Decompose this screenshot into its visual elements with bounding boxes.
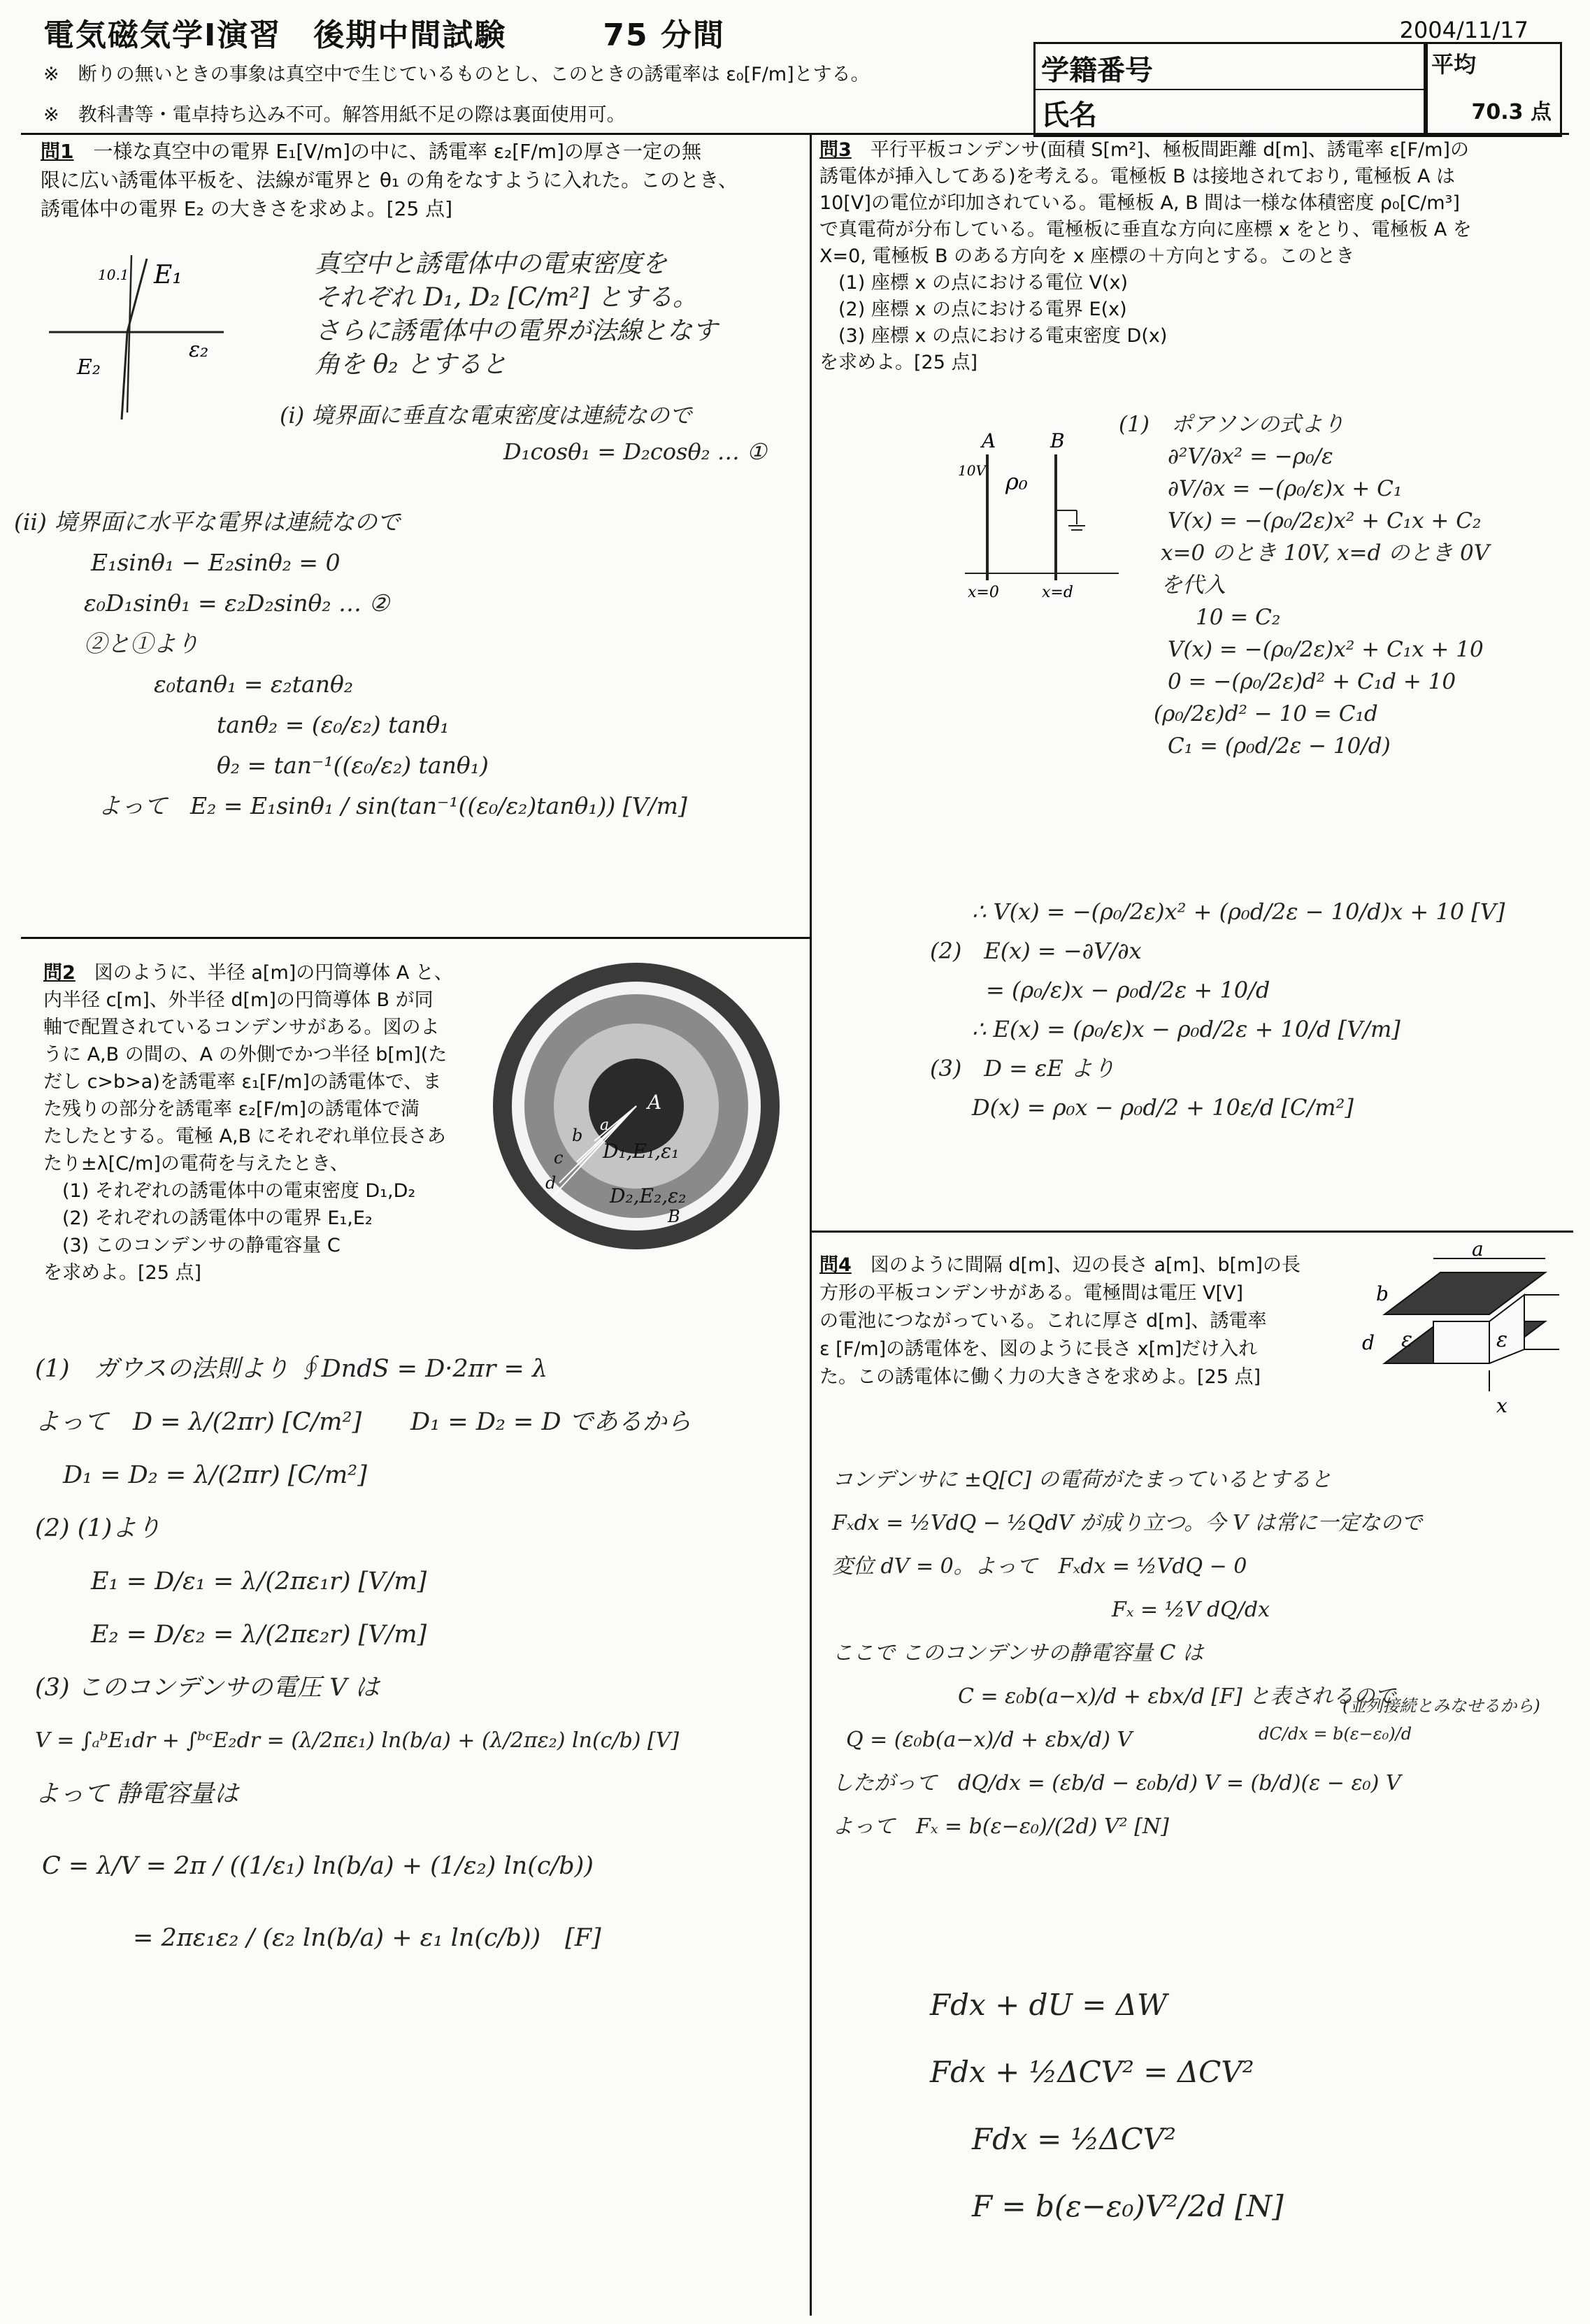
q4-answer-line: C = ε₀b(a−x)/d + εbx/d [F] と表されるので (958, 1684, 1396, 1709)
q2-line: たしたとする。電極 A,B にそれぞれ単位長さあ (43, 1126, 446, 1147)
q2-fig-inner-label: D₁,E₁,ε₁ (603, 1140, 680, 1163)
exam-note-1: ※ 断りの無いときの事象は真空中で生じているものとし、このときの誘電率は ε₀[F/m]とする。 (43, 64, 870, 85)
q3-fig-xd: x=d (1042, 584, 1073, 601)
q4-answer-line: Q = (ε₀b(a−x)/d + εbx/d) V (846, 1728, 1133, 1752)
q2-answer-line: V = ∫ₐᵇE₁dr + ∫ᵇᶜE₂dr = (λ/2πε₁) ln(b/a) + (λ/2πε₂) ln(c/b) [V] (35, 1728, 680, 1753)
q2-line: たり±λ[C/m]の電荷を与えたとき、 (43, 1153, 349, 1175)
q3-line: 10[V]の電位が印加されている。電極板 A, B 間は一様な体積密度 ρ₀[C/m³] (819, 192, 1460, 214)
q1-line: 誘電体中の電界 E₂ の大きさを求めよ。[25 点] (41, 197, 453, 220)
q1-fig-eps2: ε₂ (189, 338, 209, 362)
q3-answer-line: V(x) = −(ρ₀/2ε)x² + C₁x + 10 (1168, 637, 1484, 662)
q3-answer-line: ∂V/∂x = −(ρ₀/ε)x + C₁ (1168, 476, 1403, 501)
q3-answer-line: = (ρ₀/ε)x − ρ₀d/2ε + 10/d (986, 977, 1270, 1003)
q4-fig-b: b (1376, 1282, 1389, 1305)
q4-line: ε [F/m]の誘電体を、図のように長さ x[m]だけ入れ (819, 1338, 1258, 1360)
q4-line: の電池につながっている。これに厚さ d[m]、誘電率 (819, 1310, 1267, 1332)
q1-line: 限に広い誘電体平板を、法線が電界と θ₁ の角をなすように入れた。このとき、 (41, 168, 738, 192)
student-name-label: 氏名 (1041, 99, 1097, 131)
q3-answer-line: (2) E(x) = −∂V/∂x (930, 938, 1142, 964)
q1-line: 一様な真空中の電界 E₁[V/m]の中に、誘電率 ε₂[F/m]の厚さ一定の無 (93, 140, 701, 163)
q4-text (819, 1251, 1351, 1391)
q2-fig-outer-label: D₂,E₂,ε₂ (610, 1184, 687, 1207)
q3-answer-line: x=0 のとき 10V, x=d のとき 0V (1161, 540, 1490, 566)
q2-answer-line: (1) ガウスの法則より ∮DndS = D·2πr = λ (35, 1355, 548, 1383)
q1-fig-e2: E₂ (77, 355, 101, 380)
q3-fig-voltage: 10V (958, 462, 986, 479)
q2-line: た残りの部分を誘電率 ε₂[F/m]の誘電体で満 (43, 1098, 420, 1120)
q3-answer-line: (3) D = εE より (930, 1055, 1115, 1082)
q1-answer-derivation (14, 502, 687, 826)
q4-answer-line: したがって dQ/dx = (εb/d − ε₀b/d) V = (b/d)(ε − ε₀) V (832, 1771, 1401, 1795)
q2-text (43, 959, 491, 1286)
q2-fig-A: A (647, 1091, 662, 1114)
exam-date: 2004/11/17 (1399, 17, 1528, 43)
average-score-box (1424, 42, 1562, 137)
q3-answer-line: V(x) = −(ρ₀/2ε)x² + C₁x + C₂ (1168, 508, 1482, 533)
q2-answer (35, 1342, 692, 1965)
q2-block (43, 959, 491, 1286)
q3-answer-line: ∴ E(x) = (ρ₀/ε)x − ρ₀d/2ε + 10/d [V/m] (972, 1016, 1401, 1042)
q2-answer-line: = 2πε₁ε₂ / (ε₂ ln(b/a) + ε₁ ln(c/b)) [F] (133, 1924, 601, 1952)
q1-answer-line: さらに誘電体中の電界が法線となす (315, 317, 718, 345)
q4-answer-line: よって Fₓ = b(ε−ε₀)/(2d) V² [N] (832, 1814, 1169, 1839)
q1-answer-line: よって E₂ = E₁sinθ₁ / sin(tan⁻¹((ε₀/ε₂)tanθ₁)) [V/m] (98, 792, 687, 819)
q4-fig-x: x (1496, 1394, 1507, 1417)
q1-answer-line: ε₀D₁sinθ₁ = ε₂D₂sinθ₂ … ② (84, 589, 390, 617)
q3-answer-line: 10 = C₂ (1196, 605, 1281, 630)
q4-scratch-line: F = b(ε−ε₀)V²/2d [N] (972, 2189, 1284, 2223)
column-divider (810, 134, 812, 2316)
q3-answer-line: C₁ = (ρ₀d/2ε − 10/d) (1168, 733, 1391, 759)
q3-answer-line: (ρ₀/2ε)d² − 10 = C₁d (1154, 701, 1378, 726)
q2-answer-line: E₂ = D/ε₂ = λ/(2πε₂r) [V/m] (91, 1621, 427, 1649)
q3-line: 誘電体が挿入してある)を考える。電極板 B は接地されており, 電極板 A は (819, 166, 1456, 187)
q1-answer-perp (280, 397, 767, 470)
q4-answer-line: コンデンサに ±Q[C] の電荷がたまっているとすると (832, 1468, 1332, 1492)
q2-fig-c: c (554, 1148, 564, 1168)
q2-answer-line: よって D = λ/(2πr) [C/m²] D₁ = D₂ = D であるから (35, 1408, 692, 1436)
q1-answer-line: ②と①より (84, 630, 199, 657)
q4-line: 方形の平板コンデンサがある。電極間は電圧 V[V] (819, 1282, 1244, 1304)
q4-answer-line: Fₓdx = ½VdQ − ½QdV が成り立つ。今 V は常に一定なので (832, 1511, 1423, 1535)
q3-line: (3) 座標 x の点における電束密度 D(x) (819, 325, 1168, 347)
q2-line: うに A,B の間の、A の外側でかつ半径 b[m](た (43, 1044, 447, 1066)
q2-line: 軸で配置されているコンデンサがある。図のよ (43, 1017, 440, 1038)
q3-label: 問3 (819, 139, 852, 161)
q1-answer-line: (i) 境界面に垂直な電束密度は連続なので (280, 402, 692, 429)
q2-answer-line: よって 静電容量は (35, 1780, 239, 1808)
q2-answer-line: (2) (1)より (35, 1514, 162, 1542)
q4-line: た。この誘電体に働く力の大きさを求めよ。[25 点] (819, 1366, 1261, 1388)
q3-answer-part1 (1119, 408, 1489, 762)
q1-q2-divider (21, 937, 810, 939)
q2-line: 図のように、半径 a[m]の円筒導体 A と、 (94, 962, 453, 984)
q3-answer-line: 0 = −(ρ₀/2ε)d² + C₁d + 10 (1168, 669, 1456, 694)
exam-note-2: ※ 教科書等・電卓持ち込み不可。解答用紙不足の際は裏面使用可。 (43, 104, 626, 126)
q4-scratch-line: Fdx + dU = ΔW (930, 1988, 1168, 2022)
q1-label: 問1 (41, 140, 74, 163)
q2-answer-line: (3) このコンデンサの電圧 V は (35, 1674, 380, 1702)
q4-answer (832, 1458, 1422, 1849)
q3-line: を求めよ。[25 点] (819, 352, 978, 373)
q2-line: (1) それぞれの誘電体中の電束密度 D₁,D₂ (43, 1180, 416, 1202)
q1-text (41, 137, 803, 223)
q4-answer-line: 変位 dV = 0。よって Fₓdx = ½VdQ − 0 (832, 1554, 1247, 1579)
q2-fig-d: d (545, 1173, 557, 1193)
q2-line: (3) このコンデンサの静電容量 C (43, 1235, 341, 1256)
q3-fig-A: A (982, 429, 996, 452)
q3-q4-divider (811, 1231, 1573, 1233)
q1-answer-line: D₁cosθ₁ = D₂cosθ₂ … ① (503, 438, 767, 465)
q4-fig-eps-left: ε (1401, 1328, 1413, 1352)
q4-fig-eps-right: ε (1496, 1328, 1508, 1352)
average-label: 平均 (1431, 51, 1477, 78)
q3-answer-line: D(x) = ρ₀x − ρ₀d/2 + 10ε/d [C/m²] (972, 1094, 1354, 1121)
q4-side-notes (1259, 1692, 1540, 1748)
student-name-row (1036, 89, 1424, 134)
q4-scratch-line: Fdx = ½ΔCV² (972, 2122, 1176, 2156)
q3-answer-line: ∂²V/∂x² = −ρ₀/ε (1168, 444, 1333, 469)
q3-fig-rho: ρ₀ (1005, 468, 1028, 495)
q1-answer-line: ε₀tanθ₁ = ε₂tanθ₂ (154, 670, 354, 698)
q3-answer-line: を代入 (1161, 573, 1226, 598)
q2-line: 内半径 c[m]、外半径 d[m]の円筒導体 B が同 (43, 989, 434, 1011)
q2-line: (2) それぞれの誘電体中の電界 E₁,E₂ (43, 1207, 373, 1229)
q4-scratch-work (930, 1972, 1284, 2240)
q1-answer-line: それぞれ D₁, D₂ [C/m²] とする。 (315, 283, 699, 312)
q1-block (41, 137, 803, 223)
q3-line: 平行平板コンデンサ(面積 S[m²]、極板間距離 d[m]、誘電率 ε[F/m]の (870, 139, 1469, 161)
q4-side-note: dC/dx = b(ε−ε₀)/d (1259, 1724, 1412, 1744)
q3-fig-B: B (1050, 429, 1065, 452)
q3-line: (1) 座標 x の点における電位 V(x) (819, 272, 1129, 294)
student-number-row (1036, 44, 1424, 90)
q4-line: 図のように間隔 d[m]、辺の長さ a[m]、b[m]の長 (870, 1254, 1301, 1276)
q2-line: を求めよ。[25 点] (43, 1262, 202, 1284)
q2-fig-B: B (668, 1207, 680, 1226)
q2-label: 問2 (43, 962, 76, 984)
exam-title: 電気磁気学Ⅰ演習 後期中間試験 75 分間 (43, 17, 725, 53)
q3-block (819, 137, 1568, 376)
q4-figure (1356, 1245, 1566, 1440)
q1-field-e2-line (122, 332, 127, 419)
q4-scratch-line: Fdx + ½ΔCV² = ΔCV² (930, 2055, 1254, 2089)
q3-figure (951, 419, 1147, 601)
q4-fig-d: d (1362, 1331, 1375, 1354)
q2-fig-b: b (572, 1126, 583, 1145)
q3-line: で真電荷が分布している。電極板に垂直な方向に座標 x をとり、電極板 A を (819, 219, 1472, 241)
q4-side-note: (並列接続とみなせるから) (1342, 1696, 1540, 1716)
q2-fig-a: a (600, 1117, 610, 1134)
q3-answer-line: (1) ポアソンの式より (1119, 412, 1345, 437)
q1-figure (49, 245, 231, 426)
q1-answer-line: (ii) 境界面に水平な電界は連続なので (14, 508, 401, 536)
q1-fig-e1: E₁ (154, 261, 182, 289)
q4-label: 問4 (819, 1254, 852, 1276)
header-rule (21, 133, 1569, 135)
q3-fig-x0: x=0 (968, 584, 999, 601)
q1-answer-line: θ₂ = tan⁻¹((ε₀/ε₂) tanθ₁) (217, 752, 489, 779)
q2-figure (489, 959, 783, 1253)
student-id-box (1033, 42, 1428, 137)
student-number-label: 学籍番号 (1041, 55, 1153, 87)
q1-answer-line: E₁sinθ₁ − E₂sinθ₂ = 0 (91, 549, 341, 576)
q2-answer-line: D₁ = D₂ = λ/(2πr) [C/m²] (63, 1461, 367, 1489)
q1-answer-line: 真空中と誘電体中の電束密度を (315, 250, 668, 278)
q1-answer-intro (315, 248, 717, 382)
q2-answer-line: E₁ = D/ε₁ = λ/(2πε₁r) [V/m] (91, 1568, 427, 1595)
q4-fig-a: a (1472, 1245, 1484, 1261)
q2-answer-line: C = λ/V = 2π / ((1/ε₁) ln(b/a) + (1/ε₂) ln(c/b)) (42, 1852, 594, 1880)
q4-answer-line: Fₓ = ½V dQ/dx (1112, 1598, 1270, 1622)
q3-answer-part2 (930, 892, 1505, 1127)
q1-fig-angle: 10.1 (98, 266, 129, 283)
q3-answer-line: ∴ V(x) = −(ρ₀/2ε)x² + (ρ₀d/2ε − 10/d)x + 10 [V] (972, 898, 1505, 925)
q1-answer-line: 角を θ₂ とすると (315, 350, 507, 379)
q4-answer-line: ここで このコンデンサの静電容量 C は (832, 1641, 1203, 1665)
q3-line: (2) 座標 x の点における電界 E(x) (819, 299, 1127, 320)
q4-block (819, 1251, 1351, 1391)
q3-line: X=0, 電極板 B のある方向を x 座標の＋方向とする。このとき (819, 245, 1355, 267)
average-value: 70.3 点 (1471, 100, 1552, 124)
q1-answer-line: tanθ₂ = (ε₀/ε₂) tanθ₁ (217, 711, 450, 738)
q3-text (819, 137, 1568, 376)
q2-line: だし c>b>a)を誘電率 ε₁[F/m]の誘電体で、ま (43, 1071, 442, 1093)
